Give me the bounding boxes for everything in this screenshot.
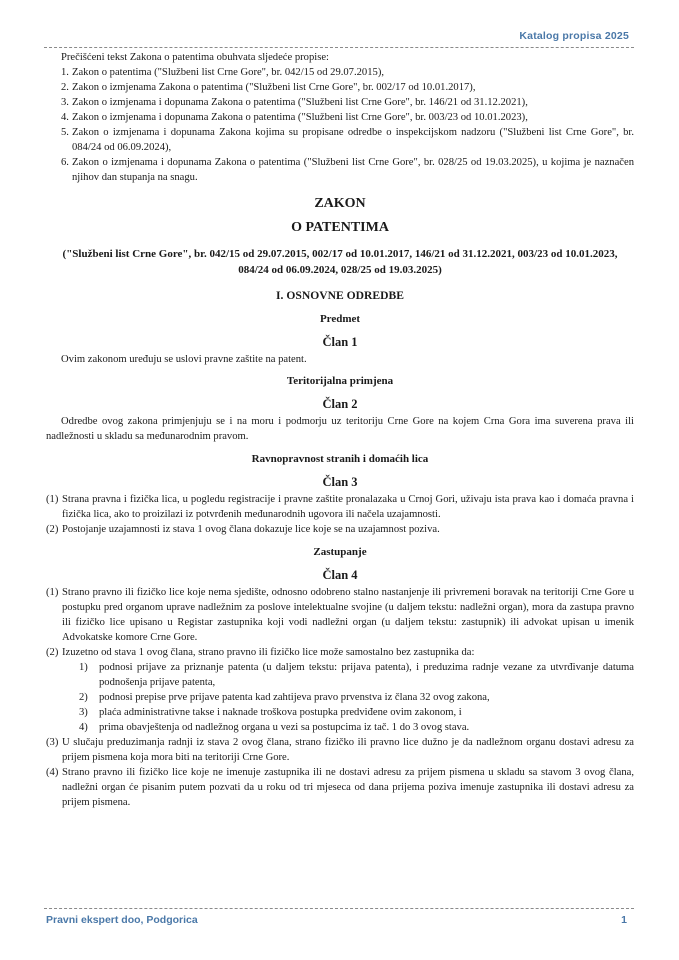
source-number: 2.: [61, 82, 69, 93]
article-2-heading: Teritorijalna primjena: [286, 375, 394, 387]
header-divider: [44, 47, 634, 48]
paragraph-text: Postojanje uzajamnosti iz stava 1 ovog člana dokazuje lice koje se na uzajamnost poziva.: [62, 524, 440, 535]
catalog-header: Katalog propisa 2025: [519, 30, 629, 42]
source-text: Zakon o patentima ("Službeni list Crne Gore", br. 042/15 od 29.07.2015),: [72, 67, 384, 78]
document-body: [46, 50, 634, 810]
footer-company: Pravni ekspert doo, Podgorica: [46, 914, 198, 926]
article-3-heading: Ravnopravnost stranih i domaćih lica: [251, 453, 429, 465]
source-number: 6.: [61, 157, 69, 168]
article-2-text: Odredbe ovog zakona primjenjuju se i na moru i podmorju uz teritoriju Crne Gore na kojem Crna Gora ima suverena prava ili nadležnosti u skladu sa međunarodnim pravom.: [46, 416, 634, 442]
law-subtitle: O PATENTIMA: [291, 220, 389, 235]
item-number: 1): [79, 662, 88, 673]
item-text: podnosi prepise prve prijave patenta kad zahtijeva pravo prvenstva iz člana 32 ovog zakona,: [99, 692, 490, 703]
list-item: [79, 690, 634, 705]
paragraph-text: Strano pravno ili fizičko lice koje nema sjedište, odnosno odobreno stalno nastanjenje ili privremeni boravak na teritoriji Crne Gore u postupku pred organom uprave nadležnim za poslove intelektualne svojine (u daljem tekstu: nadležni organ), mora da zastupa pravno ili fizičko lice upisano u Registar zastupnika koji vodi nadležni organ (u daljem tekstu: zastupnik) ili advokat upisan u imenik Advokatske komore Crne Gore.: [62, 587, 634, 643]
page-number: 1: [621, 914, 627, 926]
paragraph-number: (3): [46, 737, 59, 748]
article-4-label: Član 4: [322, 568, 358, 582]
source-text: Zakon o izmjenama Zakona o patentima ("Službeni list Crne Gore", br. 002/17 od 10.01.2017),: [72, 82, 476, 93]
paragraph-number: (2): [46, 524, 59, 535]
source-item: [61, 80, 634, 95]
law-title: ZAKON: [314, 196, 366, 211]
source-text: Zakon o izmjenama i dopunama Zakona o patentima ("Službeni list Crne Gore", br. 028/25 od 19.03.2025), u kojima je naznačen njihov dan stupanja na snagu.: [72, 157, 634, 183]
article-3-paragraph: [46, 522, 634, 537]
item-text: plaća administrativne takse i naknade troškova postupka predviđene ovim zakonom, i: [99, 707, 462, 718]
source-item: [61, 110, 634, 125]
source-item: [61, 95, 634, 110]
paragraph-text: U slučaju preduzimanja radnji iz stava 2 ovog člana, strano fizičko ili pravno lice dužno je da nadležnom organu dostavi adresu za prijem pismena koja mora biti na teritoriji Crne Gore.: [62, 737, 634, 763]
source-number: 5.: [61, 127, 69, 138]
source-item: [61, 125, 634, 155]
list-item: [79, 705, 634, 720]
article-2-label: Član 2: [322, 397, 358, 411]
source-item: [61, 155, 634, 185]
article-1-heading: Predmet: [319, 313, 361, 325]
article-4-paragraph: [46, 585, 634, 645]
article-4-heading: Zastupanje: [313, 546, 367, 558]
intro-text: Prečišćeni tekst Zakona o patentima obuhvata sljedeće propise:: [61, 52, 329, 63]
paragraph-text: Strano pravno ili fizičko lice koje ne imenuje zastupnika ili ne dostavi adresu za prijem pismena u skladu sa stavom 3 ovog člana, nadležni organ će pisanim putem pozvati da u roku od tri mjeseca od dana prijema poziva imenuje zastupnika ili dostavi adresu za prijem pismena.: [62, 767, 634, 808]
article-1-label: Član 1: [322, 335, 358, 349]
footer-divider: [44, 908, 634, 909]
list-item: [79, 660, 634, 690]
article-3-label: Član 3: [322, 475, 358, 489]
paragraph-number: (4): [46, 767, 59, 778]
paragraph-number: (1): [46, 494, 59, 505]
item-number: 3): [79, 707, 88, 718]
item-text: prima obavještenja od nadležnog organa u vezi sa postupcima iz tač. 1 do 3 ovog stava.: [99, 722, 470, 733]
source-number: 4.: [61, 112, 69, 123]
item-text: podnosi prijave za priznanje patenta (u daljem tekstu: prijava patenta), i preduzima radnje vezane za utvrđivanje datuma podnošenja prijave patenta,: [99, 662, 634, 688]
article-1-text: Ovim zakonom uređuju se uslovi pravne zaštite na patent.: [61, 354, 307, 365]
source-number: 1.: [61, 67, 69, 78]
chapter-heading: I. OSNOVNE ODREDBE: [276, 289, 404, 302]
article-4-paragraph: [46, 765, 634, 810]
paragraph-number: (1): [46, 587, 59, 598]
source-text: Zakon o izmjenama i dopunama Zakona o patentima ("Službeni list Crne Gore", br. 146/21 od 31.12.2021),: [72, 97, 528, 108]
paragraph-text: Strana pravna i fizička lica, u pogledu registracije i pravne zaštite pronalazaka u Crnoj Gori, uživaju ista prava kao i domaća pravna i fizička lica, ako to proizilazi iz potvrđenih međunarodnih ugovora ili načela uzajamnosti.: [62, 494, 634, 520]
article-4-paragraph: [46, 645, 634, 660]
source-list: [46, 65, 634, 185]
gazette-reference: ("Službeni list Crne Gore", br. 042/15 od 29.07.2015, 002/17 od 10.01.2017, 146/21 od 31.12.2021, 003/23 od 10.01.2023, 084/24 od 06.09.2024, 028/25 od 19.03.2025): [62, 248, 618, 276]
article-4-paragraph: [46, 735, 634, 765]
article-3-paragraph: [46, 492, 634, 522]
source-text: Zakon o izmjenama i dopunama Zakona o patentima ("Službeni list Crne Gore", br. 003/23 od 10.01.2023),: [72, 112, 528, 123]
source-number: 3.: [61, 97, 69, 108]
paragraph-text: Izuzetno od stava 1 ovog člana, strano pravno ili fizičko lice može samostalno bez zastupnika da:: [62, 647, 475, 658]
source-text: Zakon o izmjenama i dopunama Zakona kojima su propisane odredbe o inspekcijskom nadzoru ("Službeni list Crne Gore", br. 084/24 od 06.09.2024),: [72, 127, 634, 153]
paragraph-number: (2): [46, 647, 59, 658]
item-number: 4): [79, 722, 88, 733]
list-item: [79, 720, 634, 735]
source-item: [61, 65, 634, 80]
item-number: 2): [79, 692, 88, 703]
